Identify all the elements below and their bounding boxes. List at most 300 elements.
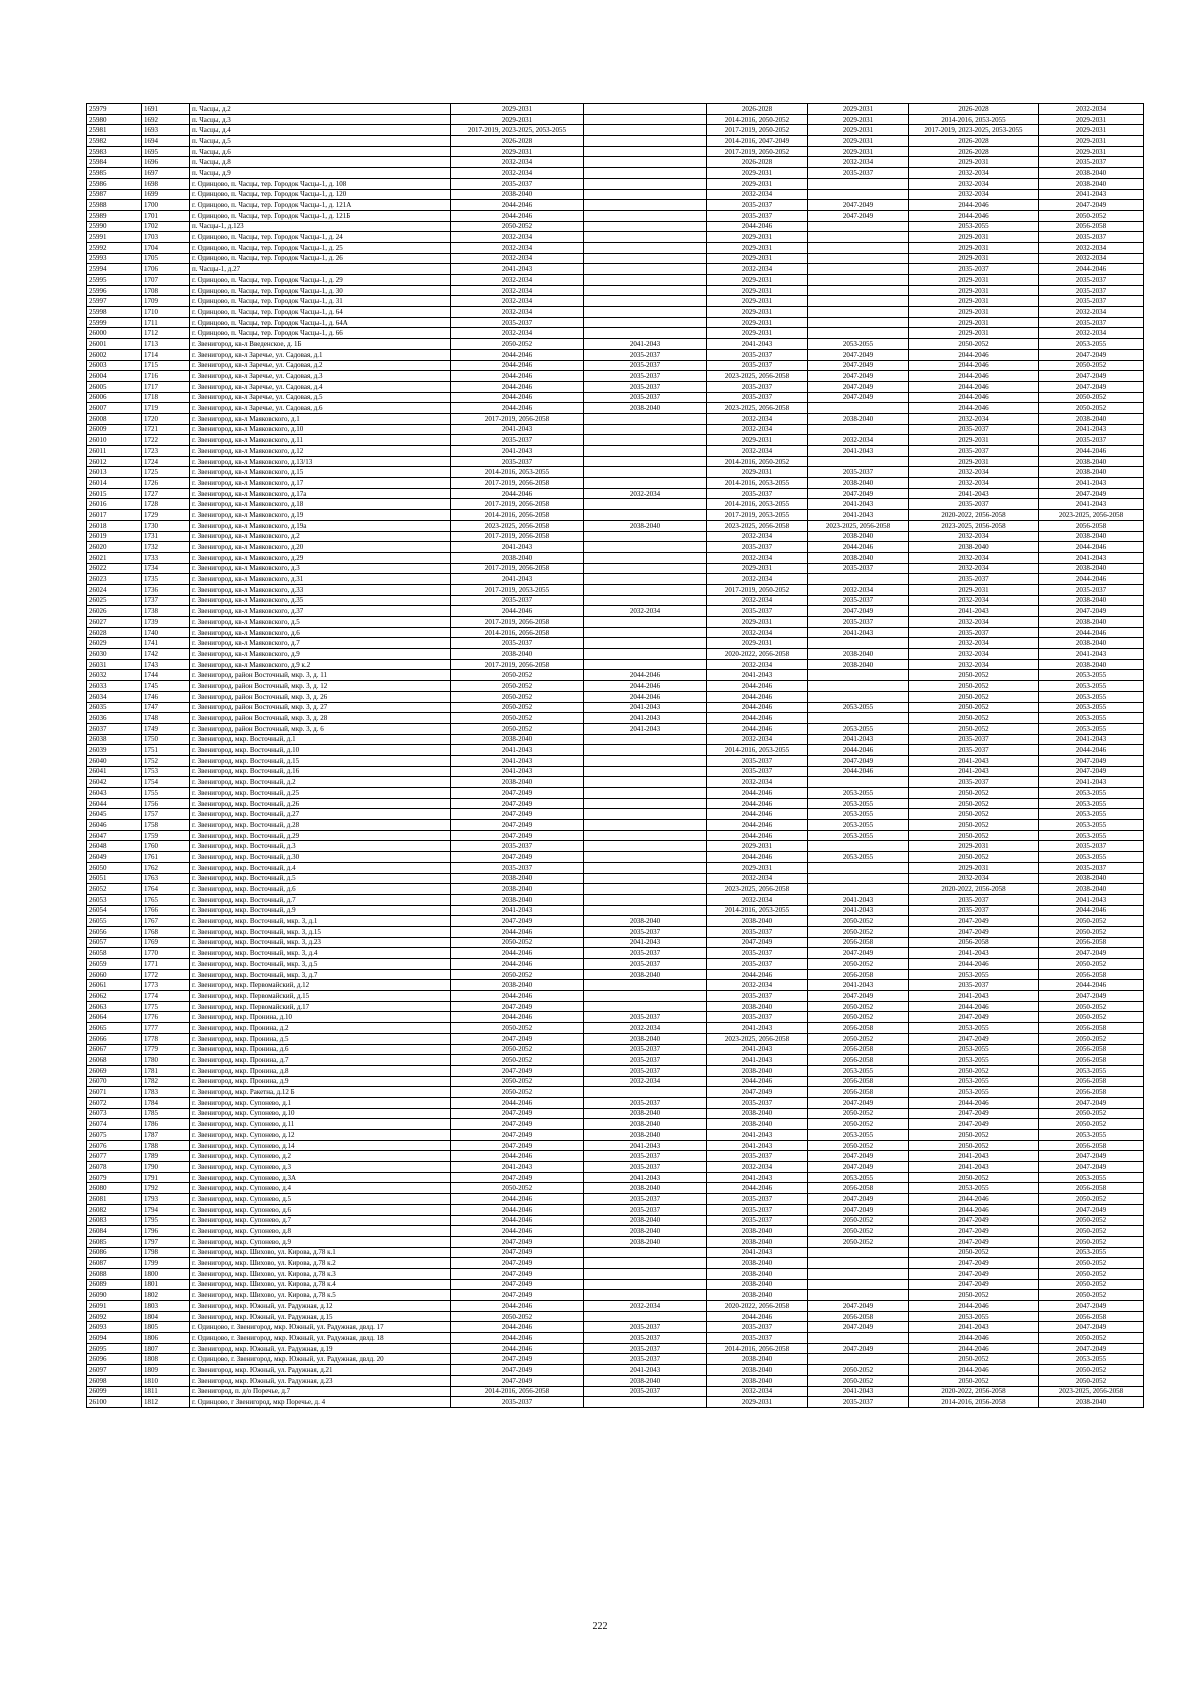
table-cell: 2056-2058 — [1039, 969, 1144, 980]
table-row — [87, 766, 1144, 777]
table-cell: г. Звенигород, кв-л Маяковского, д.9 — [190, 649, 451, 660]
table-cell: 26074 — [87, 1119, 142, 1130]
table-row — [87, 178, 1144, 189]
table-row — [87, 413, 1144, 424]
table-cell: г. Звенигород, кв-л Введенское, д. 1Б — [190, 339, 451, 350]
table-cell: 2050-2052 — [808, 1119, 909, 1130]
table-cell: 2047-2049 — [451, 1354, 584, 1365]
table-cell: 2044-2046 — [909, 1001, 1039, 1012]
table-cell: 2041-2043 — [451, 766, 584, 777]
table-cell: 2044-2046 — [451, 1215, 584, 1226]
table-cell: 2044-2046 — [451, 371, 584, 382]
table-cell: 26015 — [87, 488, 142, 499]
table-row — [87, 360, 1144, 371]
table-cell: 2035-2037 — [584, 371, 707, 382]
table-cell: 2032-2034 — [1039, 242, 1144, 253]
table-cell: 26086 — [87, 1247, 142, 1258]
table-cell: 2035-2037 — [707, 755, 808, 766]
table-cell: 2044-2046 — [909, 1194, 1039, 1205]
table-cell: 2032-2034 — [909, 478, 1039, 489]
table-cell: 26020 — [87, 542, 142, 553]
table-row — [87, 606, 1144, 617]
table-cell: 26049 — [87, 852, 142, 863]
table-cell: 2044-2046 — [451, 959, 584, 970]
table-cell — [808, 424, 909, 435]
table-cell: 2044-2046 — [451, 991, 584, 1002]
table-cell: 2029-2031 — [909, 253, 1039, 264]
table-cell: 2041-2043 — [808, 627, 909, 638]
table-cell: 1780 — [142, 1055, 190, 1066]
table-cell: 26085 — [87, 1236, 142, 1247]
table-cell: 2035-2037 — [909, 574, 1039, 585]
table-cell: г. Звенигород, кв-л Заречье, ул. Садовая, д.5 — [190, 392, 451, 403]
table-row — [87, 638, 1144, 649]
table-cell: 1715 — [142, 360, 190, 371]
table-cell: 2035-2037 — [707, 1204, 808, 1215]
table-cell: 1754 — [142, 777, 190, 788]
table-cell: 1778 — [142, 1033, 190, 1044]
table-cell — [584, 456, 707, 467]
table-cell: 2047-2049 — [451, 1290, 584, 1301]
table-cell: 2017-2019, 2056-2058 — [451, 659, 584, 670]
table-cell: 2050-2052 — [451, 713, 584, 724]
table-cell — [584, 424, 707, 435]
table-cell: 1719 — [142, 403, 190, 414]
table-cell: 2038-2040 — [584, 1236, 707, 1247]
table-cell: 2029-2031 — [909, 157, 1039, 168]
table-row — [87, 926, 1144, 937]
table-cell: 2041-2043 — [808, 446, 909, 457]
table-cell: 2035-2037 — [707, 542, 808, 553]
table-cell: 1808 — [142, 1354, 190, 1365]
table-cell: 2032-2034 — [707, 734, 808, 745]
table-cell: г. Звенигород, мкр. Восточный, д.27 — [190, 809, 451, 820]
table-cell: 26054 — [87, 905, 142, 916]
table-row — [87, 1215, 1144, 1226]
table-cell: 2041-2043 — [909, 991, 1039, 1002]
table-cell: 2041-2043 — [707, 1044, 808, 1055]
table-cell: 2032-2034 — [451, 157, 584, 168]
table-cell: 25983 — [87, 146, 142, 157]
table-cell: 2017-2019, 2056-2058 — [451, 531, 584, 542]
table-cell: 1779 — [142, 1044, 190, 1055]
table-cell: 2041-2043 — [707, 1140, 808, 1151]
table-cell: г. Звенигород, кв-л Маяковского, д.31 — [190, 574, 451, 585]
table-cell: 2044-2046 — [451, 200, 584, 211]
table-cell: 2044-2046 — [707, 723, 808, 734]
table-cell: 2032-2034 — [707, 777, 808, 788]
table-cell: 26025 — [87, 595, 142, 606]
table-row — [87, 1333, 1144, 1344]
table-cell: 2020-2022, 2056-2058 — [909, 884, 1039, 895]
table-cell — [808, 777, 909, 788]
table-cell: 2032-2034 — [808, 435, 909, 446]
table-cell: 2053-2055 — [909, 1044, 1039, 1055]
table-row — [87, 1343, 1144, 1354]
table-cell: г. Звенигород, кв-л Маяковского, д.2 — [190, 531, 451, 542]
table-cell: 1795 — [142, 1215, 190, 1226]
table-cell: г. Звенигород, мкр. Супонево, д.11 — [190, 1119, 451, 1130]
table-cell: г. Звенигород, мкр. Супонево, д.2 — [190, 1151, 451, 1162]
table-cell — [808, 574, 909, 585]
table-cell: 2029-2031 — [909, 841, 1039, 852]
table-cell: 2047-2049 — [451, 1279, 584, 1290]
table-cell: 2050-2052 — [1039, 1012, 1144, 1023]
table-cell: п. Часцы, д.9 — [190, 168, 451, 179]
table-cell: 2035-2037 — [1039, 285, 1144, 296]
table-cell: 2047-2049 — [707, 1087, 808, 1098]
table-cell: 2035-2037 — [1039, 841, 1144, 852]
table-cell: 2047-2049 — [451, 916, 584, 927]
table-cell: г. Одинцово, г. Звенигород, мкр. Южный, ул. Радужная, двлд. 18 — [190, 1333, 451, 1344]
table-cell — [584, 980, 707, 991]
table-cell: г. Звенигород, мкр. Пронина, д.8 — [190, 1065, 451, 1076]
table-cell — [808, 670, 909, 681]
table-cell: 2044-2046 — [707, 830, 808, 841]
table-row — [87, 1183, 1144, 1194]
table-cell: 1708 — [142, 285, 190, 296]
table-cell: 26065 — [87, 1023, 142, 1034]
table-row — [87, 1386, 1144, 1397]
table-cell: 2047-2049 — [909, 1226, 1039, 1237]
table-cell: 1805 — [142, 1322, 190, 1333]
table-cell: 1756 — [142, 798, 190, 809]
table-cell: 2035-2037 — [707, 1333, 808, 1344]
table-cell: 2029-2031 — [808, 136, 909, 147]
table-cell: 2047-2049 — [1039, 1204, 1144, 1215]
table-cell: 2047-2049 — [1039, 1162, 1144, 1173]
table-cell: 2032-2034 — [707, 424, 808, 435]
table-cell: г. Звенигород, кв-л Маяковского, д.19а — [190, 520, 451, 531]
table-cell: 1716 — [142, 371, 190, 382]
table-cell: 2056-2058 — [808, 1311, 909, 1322]
table-cell — [584, 766, 707, 777]
table-cell: 2041-2043 — [451, 755, 584, 766]
table-cell: 1722 — [142, 435, 190, 446]
table-cell: 2023-2025, 2056-2058 — [707, 884, 808, 895]
table-cell: 2032-2034 — [1039, 104, 1144, 115]
table-row — [87, 317, 1144, 328]
table-cell: 2056-2058 — [808, 1023, 909, 1034]
table-cell — [808, 456, 909, 467]
table-cell: 1761 — [142, 852, 190, 863]
table-cell: г. Звенигород, район Восточный, мкр. 3, д. 28 — [190, 713, 451, 724]
table-cell: 2044-2046 — [909, 210, 1039, 221]
table-cell: 2053-2055 — [909, 1183, 1039, 1194]
table-cell: 2044-2046 — [707, 702, 808, 713]
table-cell: 1732 — [142, 542, 190, 553]
table-cell: г. Звенигород, мкр. Шихово, ул. Кирова, д.78 к.2 — [190, 1258, 451, 1269]
table-cell: 2014-2016, 2056-2058 — [451, 627, 584, 638]
table-cell: 25989 — [87, 210, 142, 221]
table-cell: г. Звенигород, кв-л Маяковского, д.35 — [190, 595, 451, 606]
table-cell: 2032-2034 — [707, 627, 808, 638]
table-cell: 2044-2046 — [909, 349, 1039, 360]
table-cell: 1706 — [142, 264, 190, 275]
table-cell: 2038-2040 — [707, 1226, 808, 1237]
table-cell: 2050-2052 — [1039, 210, 1144, 221]
table-cell: 1710 — [142, 307, 190, 318]
table-cell — [808, 253, 909, 264]
table-cell: 26088 — [87, 1268, 142, 1279]
table-cell: 26073 — [87, 1108, 142, 1119]
table-cell: 2035-2037 — [584, 1386, 707, 1397]
table-cell: 2035-2037 — [584, 948, 707, 959]
table-cell: 2047-2049 — [808, 1322, 909, 1333]
table-cell: 1697 — [142, 168, 190, 179]
table-cell: 2038-2040 — [707, 1375, 808, 1386]
table-row — [87, 1236, 1144, 1247]
table-cell — [584, 745, 707, 756]
table-row — [87, 969, 1144, 980]
table-cell: 2044-2046 — [707, 820, 808, 831]
table-cell — [584, 852, 707, 863]
table-cell: 2047-2049 — [1039, 766, 1144, 777]
table-cell: г. Звенигород, кв-л Маяковского, д.29 — [190, 552, 451, 563]
table-cell: 1713 — [142, 339, 190, 350]
table-cell: п. Часцы, д.4 — [190, 125, 451, 136]
table-cell — [808, 1333, 909, 1344]
table-row — [87, 1140, 1144, 1151]
table-cell: 1711 — [142, 317, 190, 328]
table-cell: 2047-2049 — [1039, 381, 1144, 392]
table-cell: 2035-2037 — [707, 1194, 808, 1205]
table-cell: 2032-2034 — [451, 307, 584, 318]
table-row — [87, 884, 1144, 895]
table-cell: 2044-2046 — [1039, 446, 1144, 457]
table-row — [87, 659, 1144, 670]
table-cell: 2032-2034 — [451, 253, 584, 264]
table-cell: 26041 — [87, 766, 142, 777]
table-cell: 2032-2034 — [909, 659, 1039, 670]
table-cell — [584, 253, 707, 264]
table-cell: 26097 — [87, 1365, 142, 1376]
table-cell: 25995 — [87, 275, 142, 286]
page-number: 222 — [592, 1621, 608, 1632]
table-cell: 2035-2037 — [909, 627, 1039, 638]
table-cell: 2041-2043 — [1039, 777, 1144, 788]
table-cell: 26067 — [87, 1044, 142, 1055]
table-cell: 2050-2052 — [1039, 1375, 1144, 1386]
table-cell: 2029-2031 — [707, 296, 808, 307]
table-cell: 26027 — [87, 617, 142, 628]
table-cell: г. Звенигород, мкр. Восточный, д.1 — [190, 734, 451, 745]
table-row — [87, 1397, 1144, 1408]
table-cell: 1743 — [142, 659, 190, 670]
table-cell: 2026-2028 — [909, 136, 1039, 147]
table-cell: 2017-2019, 2053-2055 — [707, 510, 808, 521]
table-cell: 2041-2043 — [584, 713, 707, 724]
table-cell: 2044-2046 — [909, 1333, 1039, 1344]
table-cell: 2035-2037 — [707, 200, 808, 211]
table-cell: 2047-2049 — [1039, 606, 1144, 617]
table-cell: 2035-2037 — [1039, 584, 1144, 595]
table-cell: 26014 — [87, 478, 142, 489]
table-cell: 25985 — [87, 168, 142, 179]
table-cell: 2044-2046 — [909, 360, 1039, 371]
table-cell: 2038-2040 — [584, 1119, 707, 1130]
table-cell: 1768 — [142, 926, 190, 937]
table-cell: 2047-2049 — [909, 1279, 1039, 1290]
table-cell — [584, 798, 707, 809]
table-cell: г. Звенигород, мкр. Пронина, д.2 — [190, 1023, 451, 1034]
table-cell: 1749 — [142, 723, 190, 734]
table-cell: 2050-2052 — [909, 681, 1039, 692]
table-cell: 2050-2052 — [451, 1055, 584, 1066]
table-cell: 2035-2037 — [707, 1012, 808, 1023]
table-cell: 2053-2055 — [909, 1055, 1039, 1066]
table-cell: 2032-2034 — [808, 584, 909, 595]
table-cell: 26024 — [87, 584, 142, 595]
table-cell: 2044-2046 — [707, 1183, 808, 1194]
table-cell: г. Звенигород, мкр. Ракетна, д.12 Б — [190, 1087, 451, 1098]
table-cell: 2053-2055 — [808, 788, 909, 799]
table-cell: 25987 — [87, 189, 142, 200]
table-cell: г. Звенигород, мкр. Пронина, д.9 — [190, 1076, 451, 1087]
table-cell: г. Звенигород, мкр. Восточный, д.4 — [190, 862, 451, 873]
table-cell: 2035-2037 — [584, 381, 707, 392]
table-cell: 2035-2037 — [909, 905, 1039, 916]
table-cell: г. Звенигород, мкр. Восточный, д.3 — [190, 841, 451, 852]
table-cell — [808, 264, 909, 275]
table-cell: 2038-2040 — [707, 1108, 808, 1119]
table-cell: 2041-2043 — [707, 1055, 808, 1066]
table-cell: 1731 — [142, 531, 190, 542]
table-cell: 2023-2025, 2056-2058 — [909, 520, 1039, 531]
table-cell: 2056-2058 — [808, 1087, 909, 1098]
table-cell — [584, 584, 707, 595]
table-cell: г. Звенигород, мкр. Супонево, д.10 — [190, 1108, 451, 1119]
table-cell: 2056-2058 — [808, 1076, 909, 1087]
table-cell: 2035-2037 — [584, 1151, 707, 1162]
table-cell: г. Звенигород, мкр. Шихово, ул. Кирова, д.78 к.1 — [190, 1247, 451, 1258]
table-cell: 2053-2055 — [1039, 681, 1144, 692]
table-cell: 2035-2037 — [584, 1343, 707, 1354]
table-cell: 2035-2037 — [584, 1055, 707, 1066]
table-cell: 2041-2043 — [1039, 552, 1144, 563]
table-cell: 1765 — [142, 894, 190, 905]
table-cell: 2053-2055 — [808, 809, 909, 820]
table-cell: г. Одинцово, п. Часцы, тер. Городок Часцы-1, д. 120 — [190, 189, 451, 200]
table-cell: 26036 — [87, 713, 142, 724]
table-cell: 1718 — [142, 392, 190, 403]
table-cell: 26006 — [87, 392, 142, 403]
table-cell: 2032-2034 — [707, 595, 808, 606]
table-cell: 2041-2043 — [451, 1162, 584, 1173]
table-cell: 2047-2049 — [909, 1119, 1039, 1130]
table-cell: 26016 — [87, 499, 142, 510]
table-cell: 2035-2037 — [707, 1097, 808, 1108]
table-cell: 2047-2049 — [909, 916, 1039, 927]
table-cell: 26018 — [87, 520, 142, 531]
table-cell: 2053-2055 — [909, 1076, 1039, 1087]
table-cell: 2041-2043 — [909, 606, 1039, 617]
table-cell — [584, 168, 707, 179]
table-cell: 2038-2040 — [584, 1033, 707, 1044]
table-cell — [584, 435, 707, 446]
table-cell: 26096 — [87, 1354, 142, 1365]
table-cell: г. Звенигород, кв-л Маяковского, д.6 — [190, 627, 451, 638]
table-cell: 26063 — [87, 1001, 142, 1012]
table-row — [87, 232, 1144, 243]
table-cell — [584, 317, 707, 328]
table-cell: 25982 — [87, 136, 142, 147]
table-cell: 1745 — [142, 681, 190, 692]
table-cell: 2023-2025, 2056-2058 — [707, 1033, 808, 1044]
table-cell: 2053-2055 — [1039, 1247, 1144, 1258]
table-row — [87, 873, 1144, 884]
table-cell: 2047-2049 — [808, 948, 909, 959]
table-cell: 2050-2052 — [909, 1354, 1039, 1365]
table-cell: 2029-2031 — [707, 317, 808, 328]
table-cell: 2029-2031 — [707, 467, 808, 478]
table-row — [87, 1226, 1144, 1237]
table-cell: 2047-2049 — [451, 830, 584, 841]
table-cell: 2029-2031 — [707, 232, 808, 243]
table-cell: 2047-2049 — [451, 1236, 584, 1247]
table-cell: 1801 — [142, 1279, 190, 1290]
table-cell: 2041-2043 — [707, 1172, 808, 1183]
table-cell: 2050-2052 — [808, 1108, 909, 1119]
table-cell: 2044-2046 — [451, 1194, 584, 1205]
table-cell: 2032-2034 — [1039, 307, 1144, 318]
table-cell — [584, 200, 707, 211]
table-cell — [584, 125, 707, 136]
table-cell: 2026-2028 — [909, 104, 1039, 115]
table-cell: 2029-2031 — [909, 435, 1039, 446]
table-cell: 2014-2016, 2053-2055 — [707, 745, 808, 756]
table-cell — [584, 563, 707, 574]
table-cell: 2017-2019, 2056-2058 — [451, 413, 584, 424]
table-cell: 1738 — [142, 606, 190, 617]
table-cell: 26082 — [87, 1204, 142, 1215]
table-row — [87, 1311, 1144, 1322]
table-cell: 2050-2052 — [909, 670, 1039, 681]
table-cell: 2038-2040 — [1039, 467, 1144, 478]
table-cell: г. Звенигород, мкр. Восточный, д.6 — [190, 884, 451, 895]
table-cell: г. Звенигород, район Восточный, мкр. 3, д. 26 — [190, 691, 451, 702]
table-cell: 2056-2058 — [808, 1044, 909, 1055]
table-cell: 2047-2049 — [808, 488, 909, 499]
table-cell: 26090 — [87, 1290, 142, 1301]
table-cell: 1727 — [142, 488, 190, 499]
table-cell: 2014-2016, 2056-2058 — [451, 1386, 584, 1397]
table-cell: 2050-2052 — [451, 937, 584, 948]
table-cell: 2038-2040 — [451, 873, 584, 884]
table-cell: г. Звенигород, кв-л Маяковского, д.10 — [190, 424, 451, 435]
table-cell: 2041-2043 — [808, 905, 909, 916]
table-cell: 25988 — [87, 200, 142, 211]
table-cell — [584, 841, 707, 852]
table-cell: г. Звенигород, кв-л Заречье, ул. Садовая, д.3 — [190, 371, 451, 382]
table-cell: 2056-2058 — [1039, 1183, 1144, 1194]
table-cell: г. Звенигород, мкр. Супонево, д.4 — [190, 1183, 451, 1194]
table-cell: 26052 — [87, 884, 142, 895]
table-cell: 2050-2052 — [909, 1290, 1039, 1301]
table-cell: 1712 — [142, 328, 190, 339]
table-cell: 2035-2037 — [909, 745, 1039, 756]
table-row — [87, 1247, 1144, 1258]
table-cell: 2041-2043 — [451, 264, 584, 275]
table-cell: 2017-2019, 2053-2055 — [451, 584, 584, 595]
table-row — [87, 713, 1144, 724]
table-cell: 2044-2046 — [451, 1204, 584, 1215]
table-cell: 2047-2049 — [451, 1065, 584, 1076]
table-row — [87, 381, 1144, 392]
table-cell: 2050-2052 — [909, 1065, 1039, 1076]
table-cell: 2014-2016, 2056-2058 — [707, 1343, 808, 1354]
table-cell: г. Звенигород, мкр. Шихово, ул. Кирова, д.78 к.5 — [190, 1290, 451, 1301]
